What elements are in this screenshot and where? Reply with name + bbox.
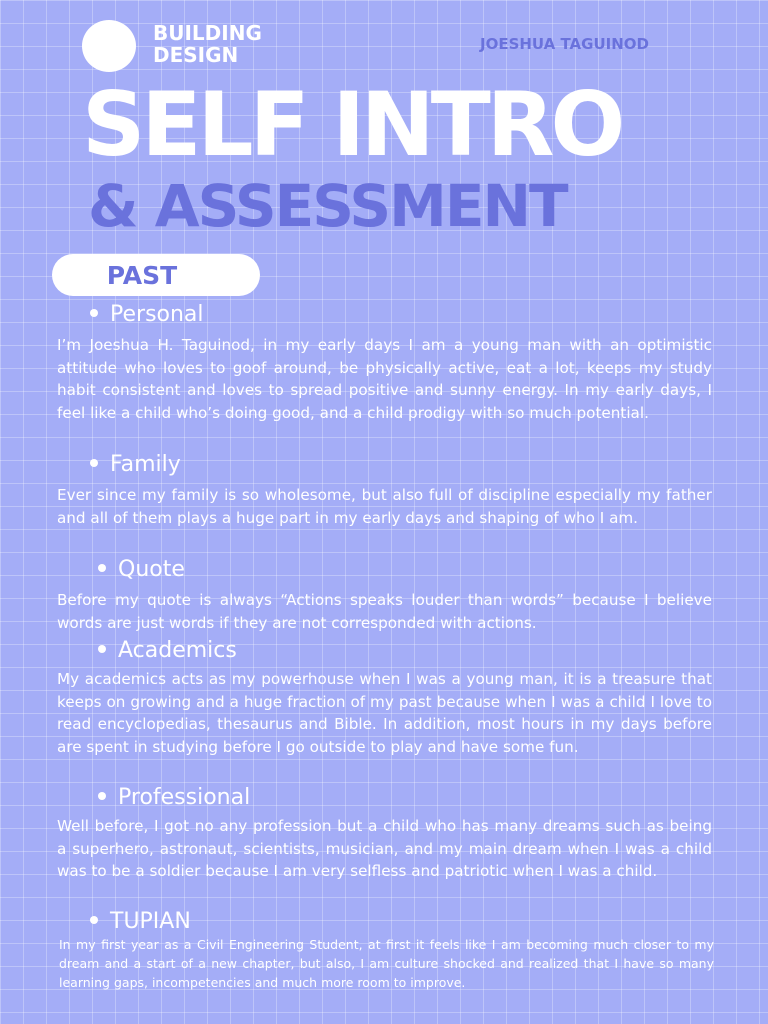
section-label-pill (52, 254, 260, 296)
author-name: JOESHUA TAGUINOD (480, 35, 649, 53)
section-heading-family (90, 451, 181, 479)
bullet-icon (90, 916, 98, 924)
section-body-personal: I’m Joeshua H. Taguinod, in my early days I am a young man with an optimistic attitude who loves to goof around, be physically active, eat a lot, keeps my study habit consistent and loves to spread positive and sunny energy. In my early days, I feel like a child who’s doing good, and a child prodigy with so much potential. (57, 336, 712, 422)
section-heading-text: Personal (110, 302, 204, 327)
brand-line-2: DESIGN (153, 43, 239, 67)
section-body-academics: My academics acts as my powerhouse when I was a young man, it is a treasure that keeps on growing and a huge fraction of my past because when I was a child I love to read encyclopedias, thesaurus and Bible. In addition, most hours in my days before are spent in studying before I go outside to play and have some fun. (57, 670, 712, 756)
bullet-icon (90, 309, 98, 317)
brand-name (153, 22, 262, 66)
section-heading-tupian (90, 908, 191, 936)
section-body-professional: Well before, I got no any profession but a child who has many dreams such as being a superhero, astronaut, scientists, musician, and my main dream when I was a child was to be a soldier because I am very selfless and patriotic when I was a child. (57, 817, 712, 880)
section-heading-personal (90, 301, 204, 329)
section-body-quote: Before my quote is always “Actions speaks louder than words” because I believe words are just words if they are not corresponded with actions. (57, 591, 712, 632)
section-heading-professional (98, 784, 250, 812)
logo-circle (82, 20, 136, 72)
bullet-icon (98, 645, 106, 653)
section-heading-text: TUPIAN (110, 909, 191, 934)
bullet-icon (98, 564, 106, 572)
section-heading-text: Academics (118, 638, 237, 663)
page-subtitle: & ASSESSMENT (88, 172, 567, 240)
brand-line-1: BUILDING (153, 21, 262, 45)
page-title: SELF INTRO (82, 73, 622, 176)
section-heading-text: Professional (118, 785, 251, 810)
bullet-icon (90, 459, 98, 467)
bullet-icon (98, 792, 106, 800)
section-heading-quote (98, 556, 185, 584)
section-heading-academics (98, 637, 237, 665)
section-label: PAST (106, 260, 178, 290)
section-heading-text: Quote (118, 557, 185, 582)
section-body-tupian: In my first year as a Civil Engineering Student, at first it feels like I am becoming much closer to my dream and a start of a new chapter, but also, I am culture shocked and realized that I have so many learning gaps, incompetencies and much more room to improve. (59, 937, 714, 990)
section-heading-text: Family (110, 452, 181, 477)
section-body-family: Ever since my family is so wholesome, but also full of discipline especially my father and all of them plays a huge part in my early days and shaping of who I am. (57, 486, 712, 527)
